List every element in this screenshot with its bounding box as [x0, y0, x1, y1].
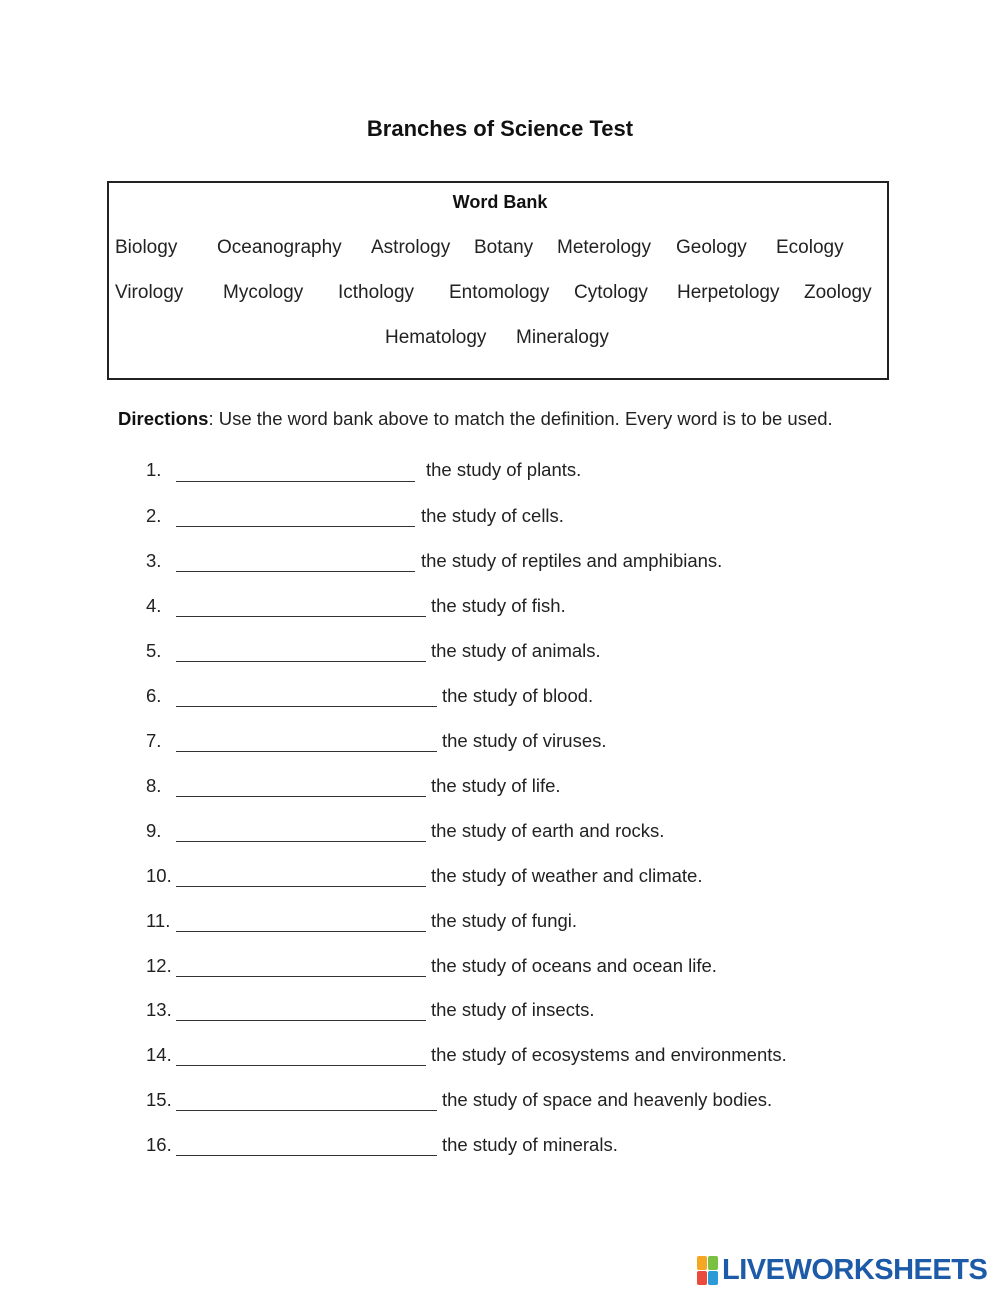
answer-blank[interactable] — [176, 1020, 426, 1021]
question-number: 14. — [146, 1044, 172, 1065]
question-number: 1. — [146, 459, 162, 480]
question-definition: the study of life. — [431, 775, 561, 796]
word-bank-word: Geology — [676, 237, 747, 258]
answer-blank[interactable] — [176, 706, 437, 707]
answer-blank[interactable] — [176, 796, 426, 797]
question-definition: the study of minerals. — [442, 1134, 618, 1155]
word-bank-word: Astrology — [371, 237, 451, 258]
question-number: 2. — [146, 505, 162, 526]
answer-blank[interactable] — [176, 526, 415, 527]
answer-blank[interactable] — [176, 841, 426, 842]
word-bank-word: Botany — [474, 237, 534, 258]
question-definition: the study of blood. — [442, 685, 594, 706]
liveworksheets-logo — [697, 1254, 987, 1286]
directions-label: Directions — [118, 408, 209, 429]
question-definition: the study of cells. — [421, 505, 564, 526]
question-number: 16. — [146, 1134, 172, 1155]
question-number: 4. — [146, 595, 162, 616]
question-number: 3. — [146, 550, 162, 571]
word-bank-word: Meterology — [557, 237, 651, 258]
answer-blank[interactable] — [176, 661, 426, 662]
word-bank-word: Ecology — [776, 237, 844, 258]
question-definition: the study of reptiles and amphibians. — [421, 550, 723, 571]
question-definition: the study of earth and rocks. — [431, 820, 665, 841]
answer-blank[interactable] — [176, 976, 426, 977]
question-definition: the study of fungi. — [431, 910, 578, 931]
answer-blank[interactable] — [176, 751, 437, 752]
word-bank-word: Oceanography — [217, 237, 342, 258]
word-bank-word: Biology — [115, 237, 178, 258]
logo-square — [697, 1256, 707, 1270]
question-definition: the study of insects. — [431, 999, 595, 1020]
question-number: 9. — [146, 820, 162, 841]
answer-blank[interactable] — [176, 931, 426, 932]
question-definition: the study of viruses. — [442, 730, 607, 751]
question-definition: the study of fish. — [431, 595, 566, 616]
word-bank-word: Virology — [115, 282, 184, 303]
question-definition: the study of space and heavenly bodies. — [442, 1089, 773, 1110]
word-bank-title: Word Bank — [452, 192, 548, 212]
word-bank-word: Herpetology — [677, 282, 780, 303]
question-number: 10. — [146, 865, 172, 886]
question-definition: the study of weather and climate. — [431, 865, 703, 886]
question-number: 11. — [146, 910, 171, 931]
question-number: 8. — [146, 775, 162, 796]
question-number: 6. — [146, 685, 162, 706]
question-number: 12. — [146, 955, 172, 976]
answer-blank[interactable] — [176, 1155, 437, 1156]
logo-square — [708, 1271, 718, 1285]
answer-blank[interactable] — [176, 481, 415, 482]
question-definition: the study of animals. — [431, 640, 601, 661]
logo-square — [708, 1256, 718, 1270]
answer-blank[interactable] — [176, 571, 415, 572]
word-bank-word: Mycology — [223, 282, 304, 303]
word-bank-word: Hematology — [385, 327, 487, 348]
word-bank-word: Mineralogy — [516, 327, 609, 348]
logo-text: LIVEWORKSHEETS — [722, 1253, 988, 1286]
question-number: 7. — [146, 730, 162, 751]
word-bank-word: Icthology — [338, 282, 415, 303]
word-bank-word: Zoology — [804, 282, 872, 303]
question-number: 5. — [146, 640, 162, 661]
answer-blank[interactable] — [176, 1110, 437, 1111]
logo-square — [697, 1271, 707, 1285]
page-title: Branches of Science Test — [366, 116, 634, 141]
word-bank-word: Entomology — [449, 282, 550, 303]
logo-mark-icon — [697, 1256, 718, 1285]
directions-text: : Use the word bank above to match the definition. Every word is to be used. — [208, 408, 833, 429]
question-number: 15. — [146, 1089, 172, 1110]
answer-blank[interactable] — [176, 616, 426, 617]
question-definition: the study of plants. — [426, 459, 582, 480]
answer-blank[interactable] — [176, 886, 426, 887]
answer-blank[interactable] — [176, 1065, 426, 1066]
directions — [118, 408, 833, 430]
word-bank-word: Cytology — [574, 282, 648, 303]
question-definition: the study of oceans and ocean life. — [431, 955, 717, 976]
question-definition: the study of ecosystems and environments. — [431, 1044, 787, 1065]
question-number: 13. — [146, 999, 172, 1020]
